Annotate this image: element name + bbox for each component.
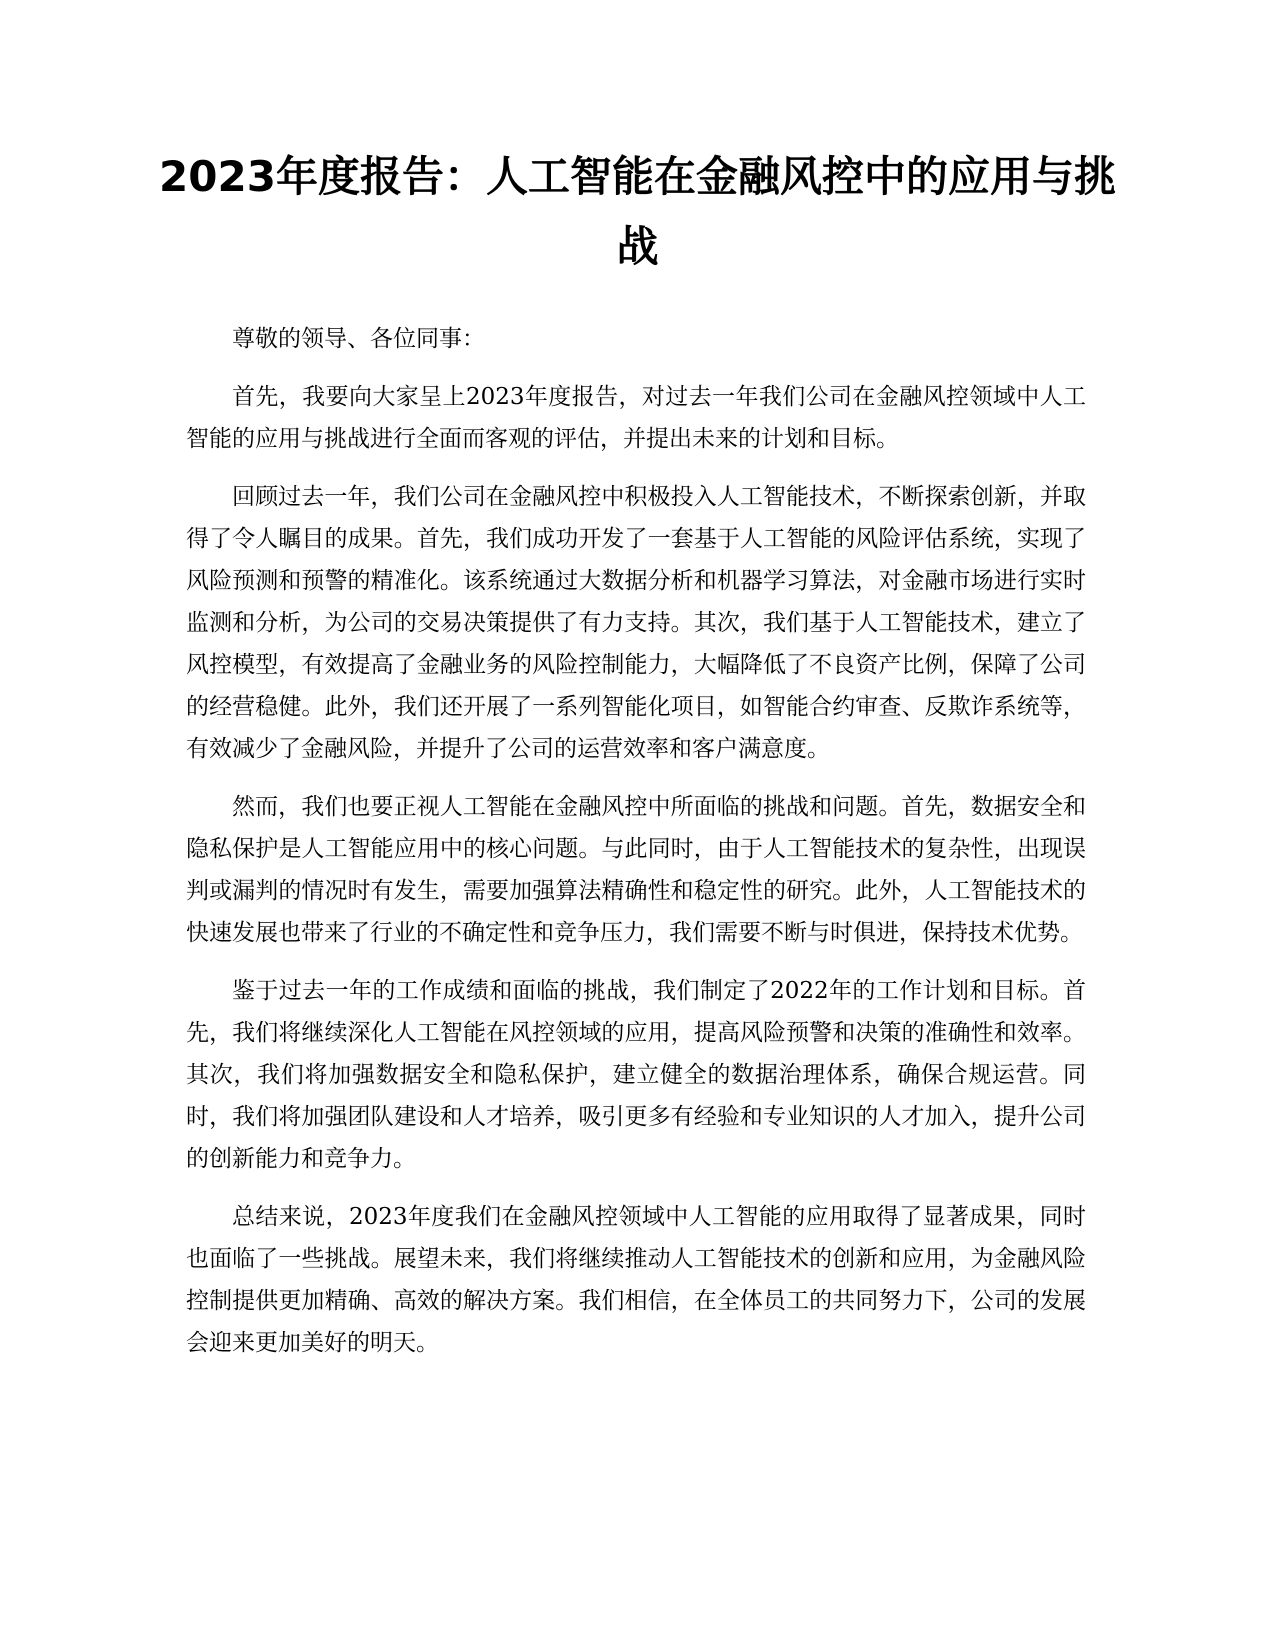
document-title: 2023年度报告：人工智能在金融风控中的应用与挑战 <box>159 152 1116 271</box>
paragraph-introduction: 首先，我要向大家呈上2023年度报告，对过去一年我们公司在金融风控领域中人工智能的应用与挑战进行全面而客观的评估，并提出未来的计划和目标。 <box>186 384 1086 452</box>
paragraph-challenges: 然而，我们也要正视人工智能在金融风控中所面临的挑战和问题。首先，数据安全和隐私保护是人工智能应用中的核心问题。与此同时，由于人工智能技术的复杂性，出现误判或漏判的情况时有发生，需要加强算法精确性和稳定性的研究。此外，人工智能技术的快速发展也带来了行业的不确定性和竞争压力，我们需要不断与时俱进，保持技术优势。 <box>186 794 1086 946</box>
document-body <box>186 318 1086 1380</box>
paragraph-plans: 鉴于过去一年的工作成绩和面临的挑战，我们制定了2022年的工作计划和目标。首先，我们将继续深化人工智能在风控领域的应用，提高风险预警和决策的准确性和效率。其次，我们将加强数据安全和隐私保护，建立健全的数据治理体系，确保合规运营。同时，我们将加强团队建设和人才培养，吸引更多有经验和专业知识的人才加入，提升公司的创新能力和竞争力。 <box>186 978 1086 1172</box>
paragraph-salutation: 尊敬的领导、各位同事： <box>232 326 485 352</box>
paragraph-conclusion: 总结来说，2023年度我们在金融风控领域中人工智能的应用取得了显著成果，同时也面临了一些挑战。展望未来，我们将继续推动人工智能技术的创新和应用，为金融风险控制提供更加精确、高效的解决方案。我们相信，在全体员工的共同努力下，公司的发展会迎来更加美好的明天。 <box>186 1204 1086 1356</box>
paragraph-achievements: 回顾过去一年，我们公司在金融风控中积极投入人工智能技术，不断探索创新，并取得了令人瞩目的成果。首先，我们成功开发了一套基于人工智能的风险评估系统，实现了风险预测和预警的精准化。该系统通过大数据分析和机器学习算法，对金融市场进行实时监测和分析，为公司的交易决策提供了有力支持。其次，我们基于人工智能技术，建立了风控模型，有效提高了金融业务的风险控制能力，大幅降低了不良资产比例，保障了公司的经营稳健。此外，我们还开展了一系列智能化项目，如智能合约审查、反欺诈系统等，有效减少了金融风险，并提升了公司的运营效率和客户满意度。 <box>186 484 1086 762</box>
